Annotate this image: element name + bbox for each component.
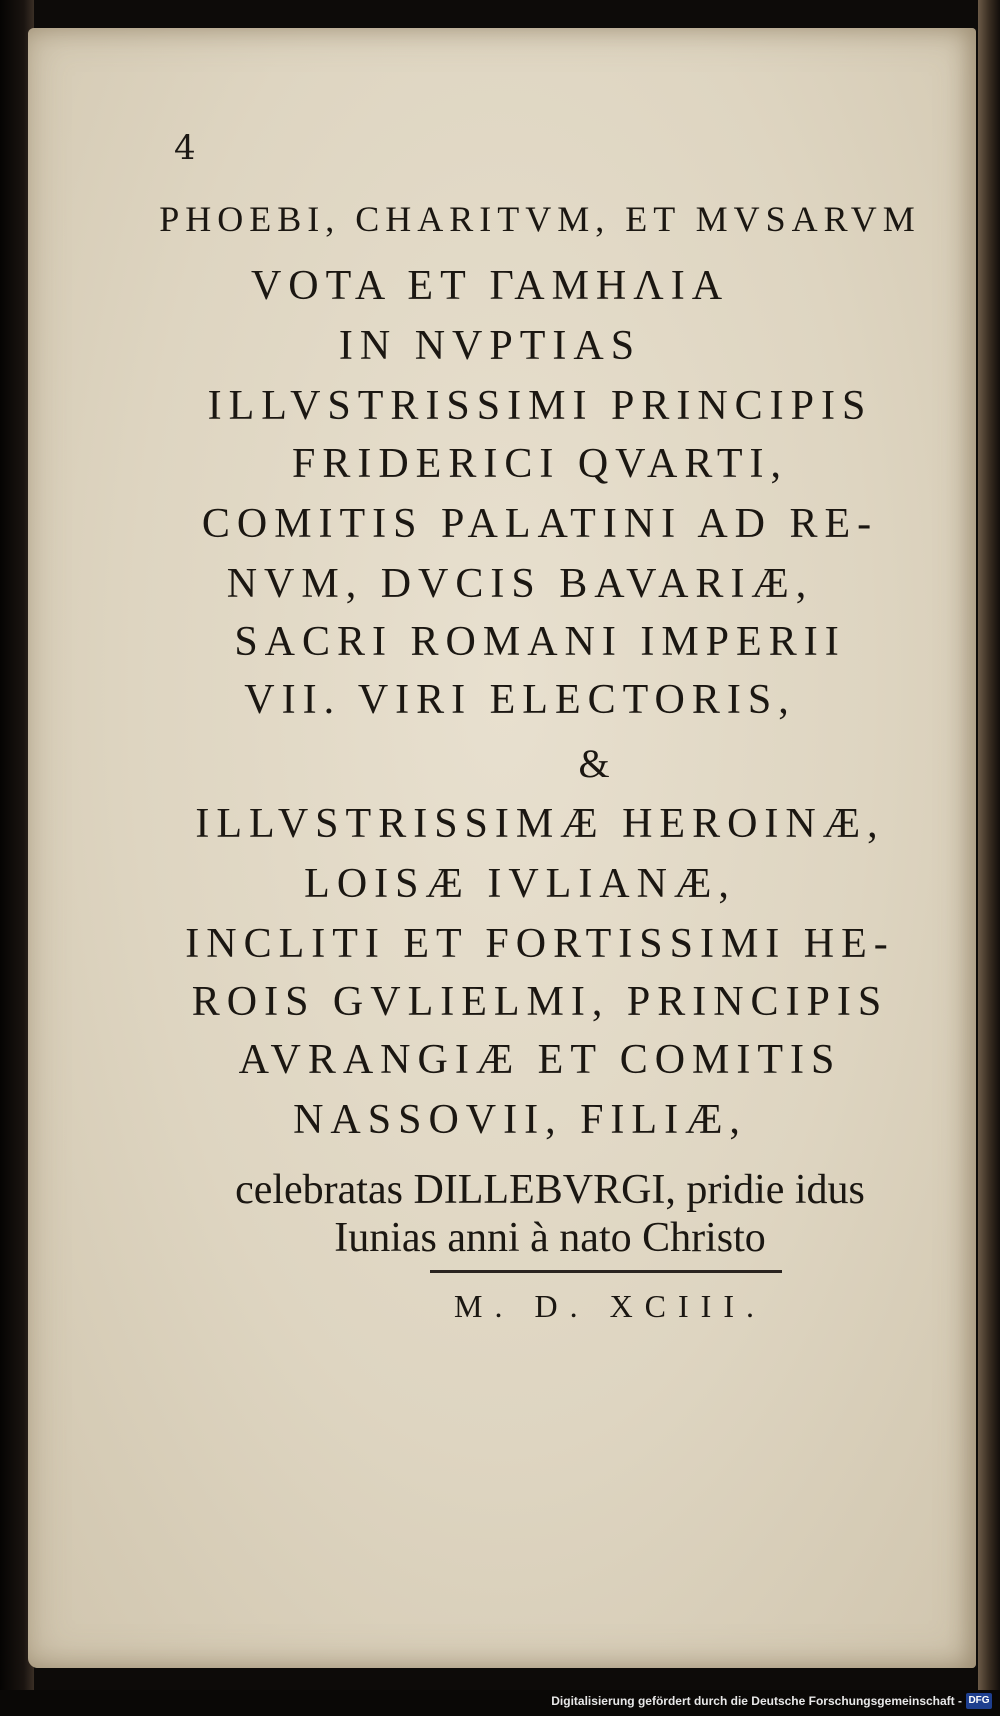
ampersand: & [578,741,610,786]
title-line-14: ROIS GVLIELMI, PRINCIPIS [191,979,889,1025]
celebration-line-1: celebratas DILLEBVRGI, pridie idus [235,1167,865,1213]
celebration-line-2: Iunias anni à nato Christo [334,1215,766,1261]
title-line-9: VII. VIRI ELECTORIS, [244,677,796,723]
title-line-5: FRIDERICI QVARTI, [291,441,789,487]
title-line-13: INCLITI ET FORTISSIMI HE- [185,921,895,967]
title-line-7: NVM, DVCIS BAVARIÆ, [226,561,814,607]
title-line-1: PHOEBI, CHARITVM, ET MVSARVM [159,199,921,239]
title-line-16: NASSOVII, FILIÆ, [293,1097,747,1143]
dfg-logo: DFG [966,1693,992,1709]
title-line-8: SACRI ROMANI IMPERII [234,619,846,665]
title-line-4: ILLVSTRISSIMI PRINCIPIS [207,383,873,429]
title-line-11: ILLVSTRISSIMÆ HEROINÆ, [195,801,885,847]
divider-rule [430,1270,782,1273]
title-line-2: VOTA ET ΓΑΜΗΛΙΑ [250,263,730,309]
title-line-6: COMITIS PALATINI AD RE- [201,501,879,547]
year-line: M. D. XCIII. [454,1288,766,1324]
title-line-12: LOISÆ IVLIANÆ, [304,861,736,907]
title-line-15: AVRANGIÆ ET COMITIS [238,1037,842,1083]
funding-credit: Digitalisierung gefördert durch die Deutsche Forschungsgemeinschaft - [551,1694,962,1708]
page-number: 4 [174,128,196,168]
title-line-3: IN NVPTIAS [338,323,642,369]
page-stack-edge [978,0,1000,1716]
